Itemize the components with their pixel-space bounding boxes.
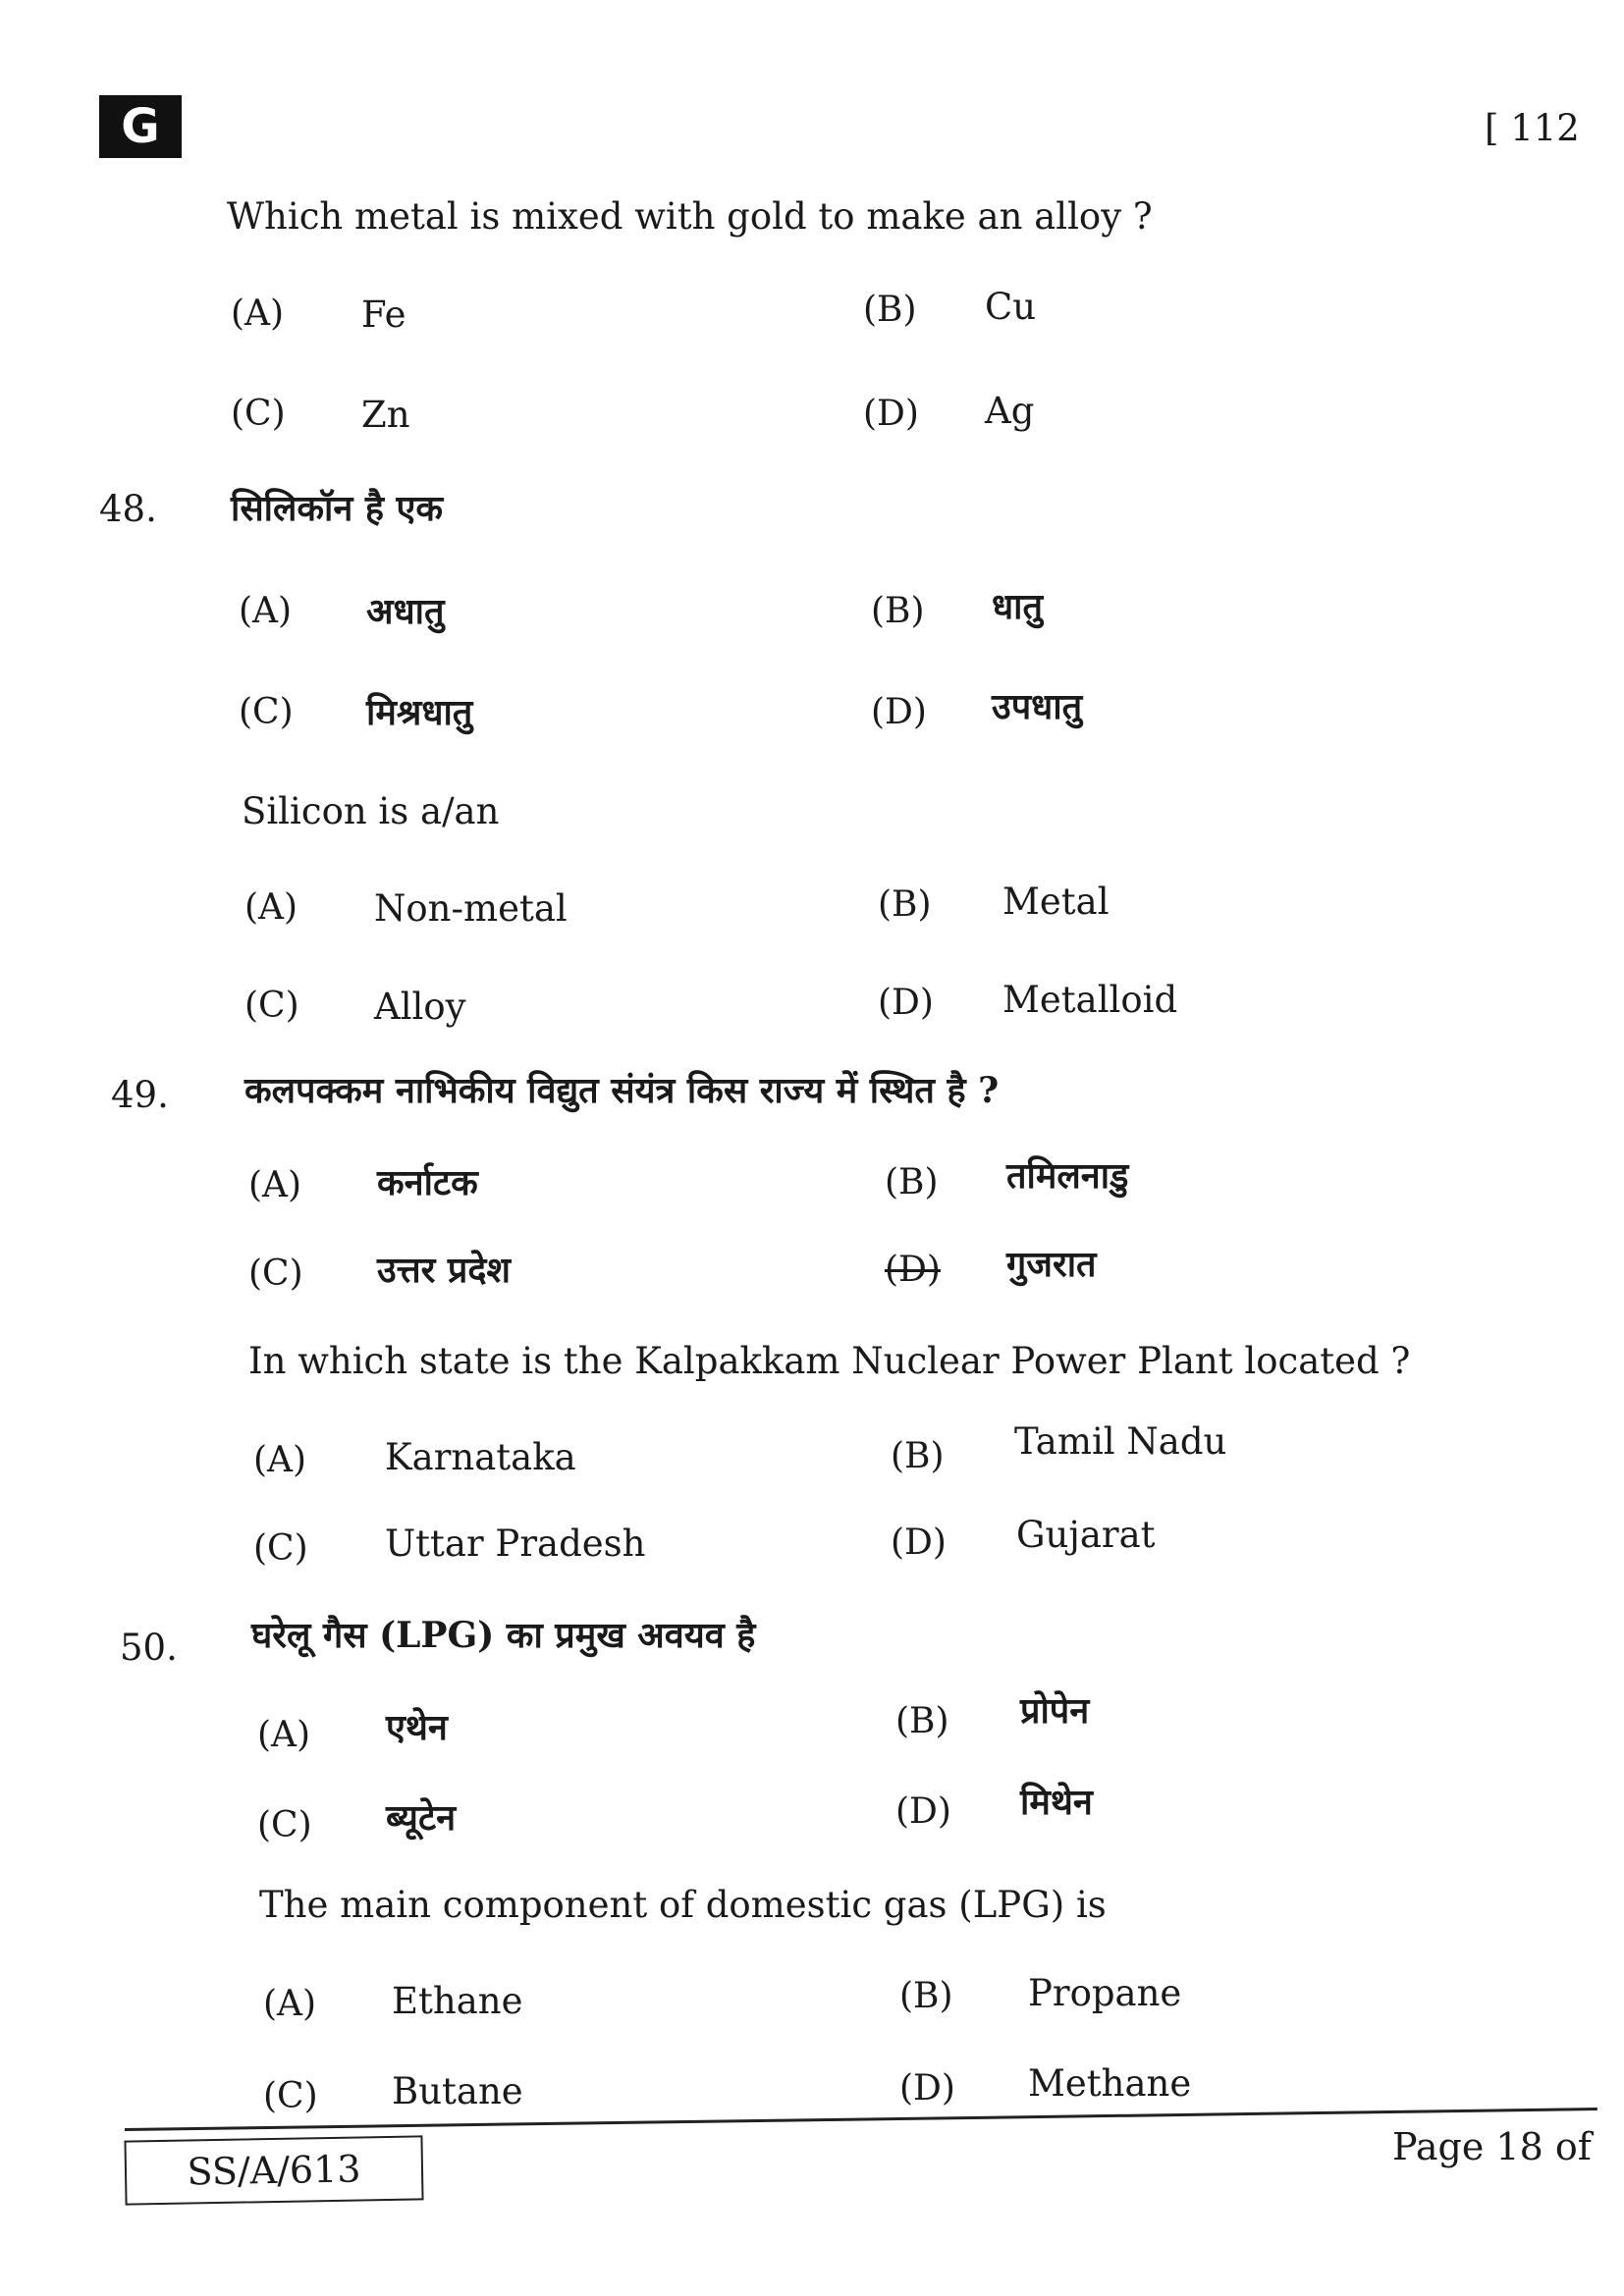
question-number: 48. [99, 488, 157, 530]
option-label: (A) [239, 591, 293, 631]
option-text: Metal [1002, 881, 1110, 923]
set-letter-badge: G [99, 95, 182, 158]
option-label: (A) [244, 887, 298, 928]
option-text: Tamil Nadu [1014, 1420, 1227, 1463]
option-label: (B) [885, 1162, 939, 1202]
option-text: धातु [992, 586, 1043, 627]
question-49-en: In which state is the Kalpakkam Nuclear Power Plant located ? [248, 1340, 1411, 1382]
option-text: अधातु [366, 591, 445, 632]
option-text: Gujarat [1016, 1514, 1156, 1556]
option-text: Propane [1028, 1972, 1182, 2014]
option-text: उत्तर प्रदेश [377, 1250, 511, 1291]
question-number: 49. [111, 1074, 169, 1116]
footer-divider [125, 2108, 1597, 2131]
option-label-crossed: (D) [885, 1250, 941, 1290]
question-48-hi: सिलिकॉन है एक [231, 488, 444, 529]
option-text: Ag [985, 390, 1035, 432]
option-label: (D) [899, 2068, 955, 2109]
question-49-hi: कलपक्कम नाभिकीय विद्युत संयंत्र किस राज्य में स्थित है ? [244, 1070, 1000, 1111]
option-label: (B) [863, 290, 917, 330]
option-text: Fe [361, 294, 406, 336]
option-text: मिश्रधातु [366, 692, 473, 733]
option-label: (C) [248, 1254, 303, 1294]
option-label: (A) [231, 294, 285, 334]
option-label: (C) [253, 1528, 308, 1569]
option-label: (D) [878, 983, 934, 1023]
option-label: (B) [871, 591, 925, 631]
option-label: (C) [244, 986, 299, 1026]
option-text: Non-metal [374, 887, 568, 930]
option-text: Zn [361, 394, 410, 436]
option-label: (A) [257, 1715, 311, 1755]
option-text: कर्नाटक [377, 1162, 478, 1203]
option-text: तमिलनाडु [1006, 1155, 1129, 1197]
option-text: मिथेन [1020, 1782, 1093, 1823]
question-50-en: The main component of domestic gas (LPG) is [259, 1884, 1107, 1926]
option-label: (C) [257, 1805, 312, 1845]
option-label: (B) [878, 884, 932, 925]
option-text: Uttar Pradesh [385, 1522, 646, 1565]
option-text: Ethane [392, 1980, 523, 2022]
option-label: (D) [895, 1791, 951, 1832]
question-47-en: Which metal is mixed with gold to make an alloy ? [227, 195, 1153, 238]
option-label: (A) [253, 1440, 307, 1480]
option-label: (D) [871, 692, 927, 732]
paper-code-box: SS/A/613 [124, 2135, 423, 2205]
option-text: Alloy [374, 986, 466, 1028]
option-text: एथेन [386, 1707, 448, 1748]
option-text: Karnataka [385, 1436, 576, 1478]
option-label: (B) [895, 1701, 949, 1741]
option-label: (D) [891, 1522, 947, 1563]
option-label: (A) [263, 1984, 317, 2024]
page-reference: [ 112 [1485, 107, 1580, 149]
option-text: Cu [985, 286, 1037, 328]
option-text: ब्यूटेन [386, 1797, 457, 1839]
option-label: (B) [899, 1976, 953, 2016]
option-label: (C) [239, 692, 294, 732]
page-number: Page 18 of [1392, 2125, 1592, 2168]
option-text: Methane [1028, 2062, 1192, 2105]
option-label: (C) [263, 2076, 318, 2116]
question-number: 50. [120, 1627, 178, 1669]
option-text: गुजरात [1006, 1244, 1097, 1285]
option-text: उपधातु [992, 686, 1083, 727]
option-text: प्रोपेन [1020, 1690, 1090, 1732]
option-label: (A) [248, 1165, 302, 1205]
option-label: (C) [231, 394, 286, 434]
option-label: (B) [891, 1436, 945, 1476]
option-text: Butane [392, 2070, 523, 2112]
question-48-en: Silicon is a/an [242, 790, 500, 832]
option-label: (D) [863, 394, 919, 434]
question-50-hi: घरेलू गैस (LPG) का प्रमुख अवयव है [251, 1615, 756, 1656]
option-text: Metalloid [1002, 979, 1178, 1021]
